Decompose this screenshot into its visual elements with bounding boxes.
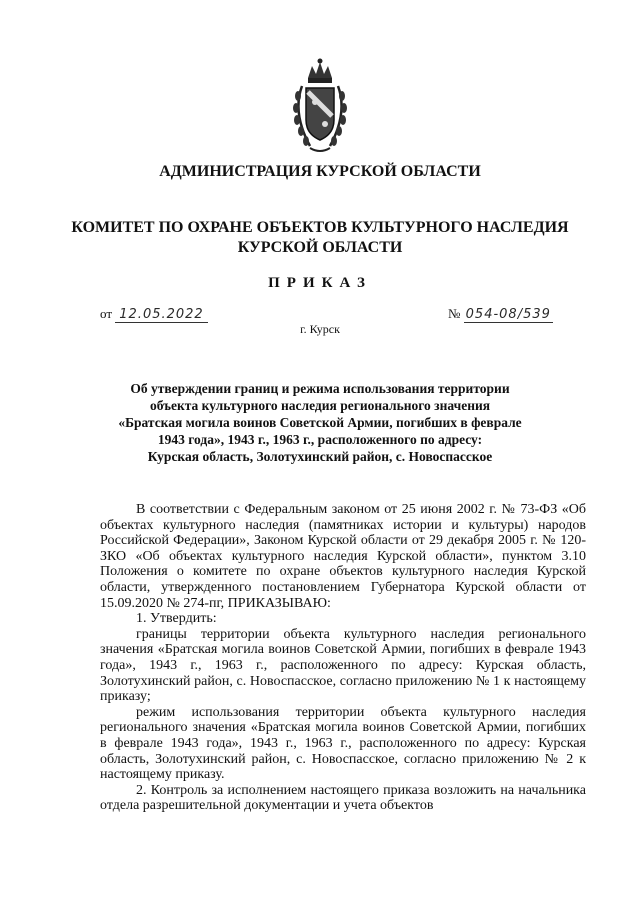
committee-heading-line2: КУРСКОЙ ОБЛАСТИ: [237, 239, 403, 256]
title-line: «Братская могила воинов Советской Армии, погибших в феврале: [118, 415, 522, 430]
committee-heading: [0, 218, 640, 258]
order-number: [448, 306, 553, 323]
body-paragraph-item-2: 2. Контроль за исполнением настоящего приказа возложить на начальника отдела разрешительной документации и учета объектов: [100, 782, 586, 814]
title-line: объекта культурного наследия регионального значения: [149, 398, 491, 413]
order-body: [100, 502, 586, 814]
number-prefix: №: [448, 306, 461, 321]
committee-heading-line1: КОМИТЕТ ПО ОХРАНЕ ОБЪЕКТОВ КУЛЬТУРНОГО НАСЛЕДИЯ: [71, 219, 569, 236]
coat-of-arms-emblem: [288, 58, 352, 158]
date-handwritten: 12.05.2022: [115, 308, 207, 323]
order-title: [0, 380, 640, 465]
body-paragraph-regime: режим использования территории объекта культурного наследия регионального значения «Братская могила воинов Советской Армии, погибших в феврале 1943 года», 1943 г., 1963 г., расположенного по адресу: Курская область, Золотухинский район, с. Новоспасское, согласно приложению № 2 к настоящему приказу.: [100, 704, 586, 783]
number-handwritten: 054-08/539: [465, 307, 551, 322]
document-type-heading: ПРИКАЗ: [268, 275, 372, 291]
city-label: г. Курск: [300, 322, 340, 336]
title-line: Об утверждении границ и режима использования территории: [130, 381, 510, 396]
title-line: 1943 года», 1943 г., 1963 г., расположенного по адресу:: [157, 432, 483, 447]
body-paragraph-preamble: В соответствии с Федеральным законом от 25 июня 2002 г. № 73-ФЗ «Об объектах культурного наследия (памятниках истории и культуры) народов Российской Федерации», Законом Курской области от 29 декабря 2005 г. № 120-ЗКО «Об объектах культурного наследия Курской области», пунктом 3.10 Положения о комитете по охране объектов культурного наследия Курской области, утвержденного постановлением Губернатора Курской области от 15.09.2020 № 274-пг, ПРИКАЗЫВАЮ:: [100, 502, 586, 611]
administration-heading: АДМИНИСТРАЦИЯ КУРСКОЙ ОБЛАСТИ: [159, 163, 481, 180]
body-paragraph-boundaries: границы территории объекта культурного наследия регионального значения «Братская могила воинов Советской Армии, погибших в феврале 1943 года», 1943 г., 1963 г., расположенного по адресу: Курская область, Золотухинский район, с. Новоспасское, согласно приложению № 1 к настоящему приказу;: [100, 626, 586, 705]
date-prefix: от: [100, 306, 113, 321]
title-line: Курская область, Золотухинский район, с. Новоспасское: [147, 449, 493, 464]
body-paragraph-item-1: 1. Утвердить:: [136, 611, 217, 627]
order-date: [100, 306, 208, 323]
